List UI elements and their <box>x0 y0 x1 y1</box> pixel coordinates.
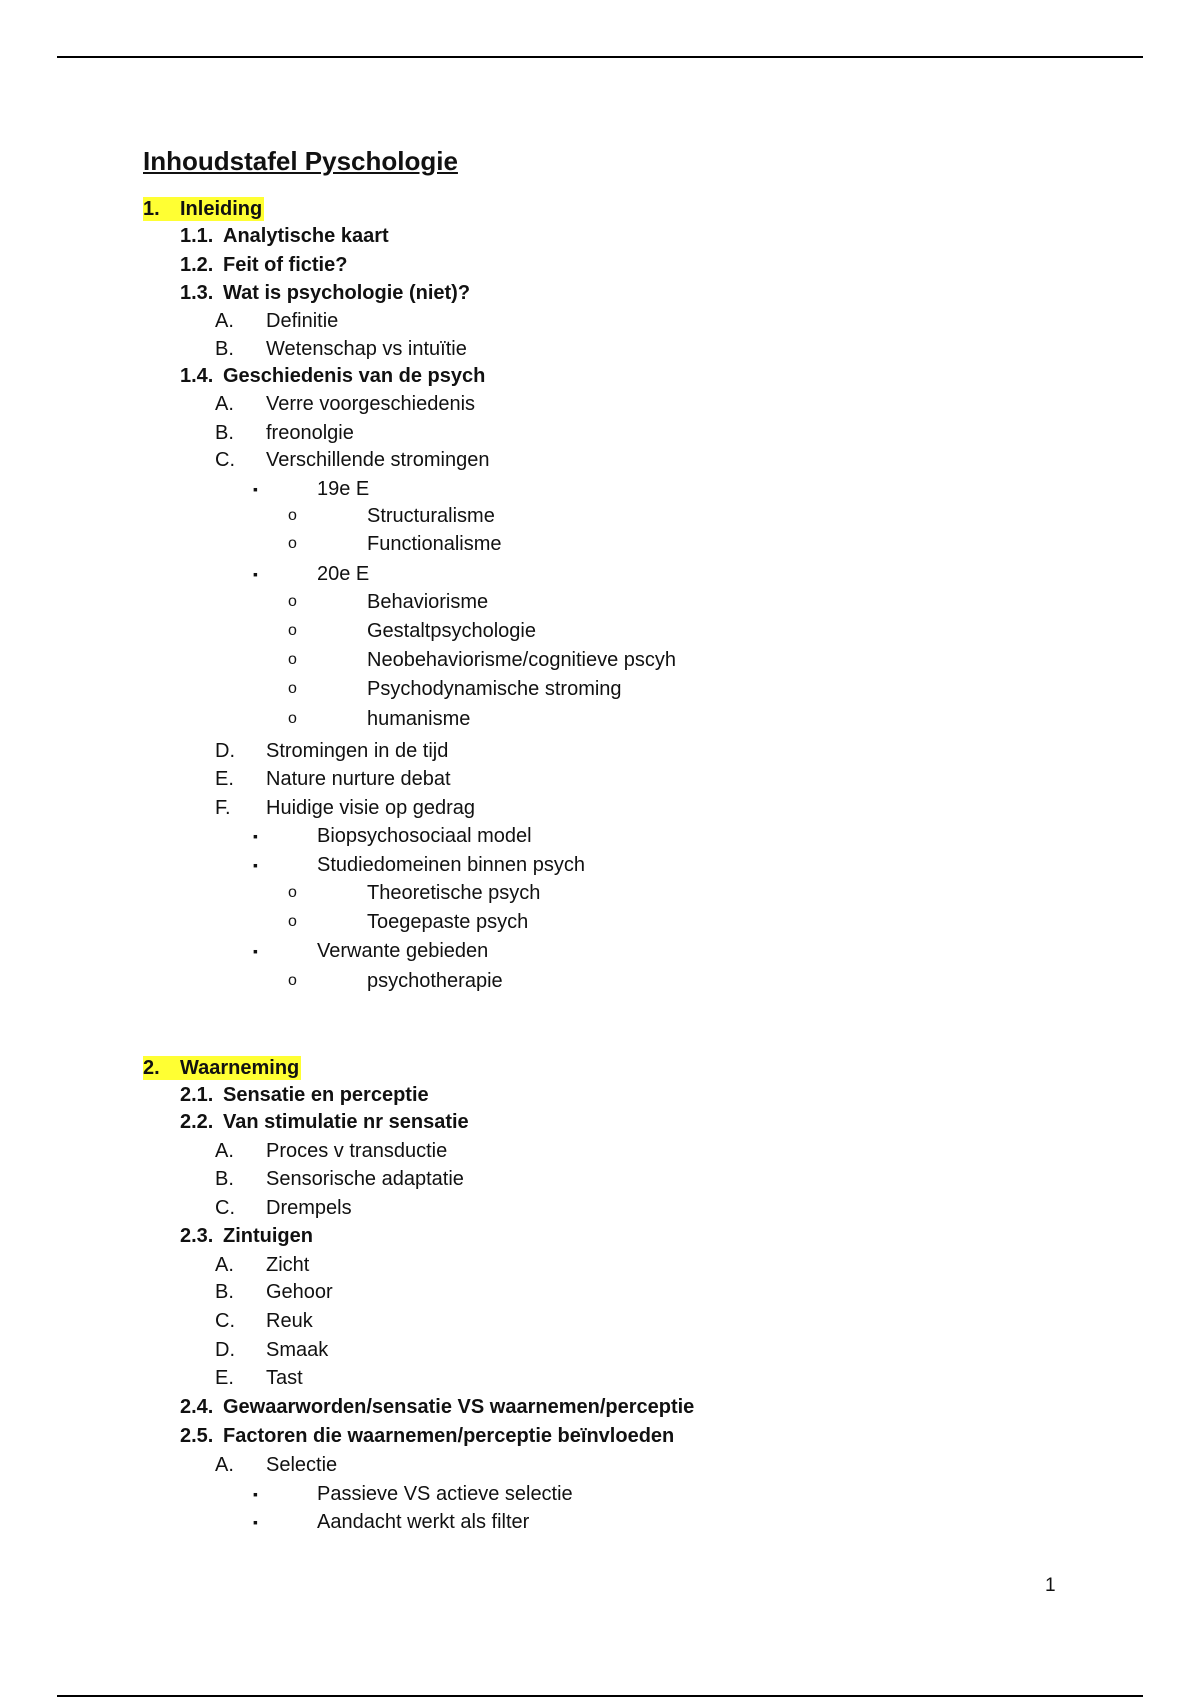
toc-marker: A. <box>215 393 234 415</box>
toc-label: Wat is psychologie (niet)? <box>223 282 471 304</box>
toc-label: Gewaarworden/sensatie VS waarnemen/perceptie <box>223 1396 695 1418</box>
toc-marker: ▪ <box>253 1486 258 1502</box>
toc-marker: 1.1. <box>180 225 214 247</box>
toc-marker: ▪ <box>253 828 258 844</box>
toc-marker: o <box>288 593 297 610</box>
document-title: Inhoudstafel Pyschologie <box>143 146 458 176</box>
toc-label: Verschillende stromingen <box>266 449 490 471</box>
toc-marker: A. <box>215 1140 234 1162</box>
toc-marker: 2.2. <box>180 1111 214 1133</box>
toc-marker: E. <box>215 1367 234 1389</box>
toc-label: Factoren die waarnemen/perceptie beïnvloeden <box>223 1425 675 1447</box>
toc-marker: 1.2. <box>180 254 214 276</box>
toc-marker: ▪ <box>253 566 258 582</box>
page-number: 1 <box>1045 1575 1056 1596</box>
toc-marker: A. <box>215 1454 234 1476</box>
toc-label: Feit of fictie? <box>223 254 348 276</box>
toc-marker: 1.4. <box>180 365 214 387</box>
toc-marker: B. <box>215 1168 234 1190</box>
toc-marker: ▪ <box>253 481 258 497</box>
toc-label: Behaviorisme <box>367 591 489 613</box>
toc-label: Geschiedenis van de psych <box>223 365 486 387</box>
toc-label: Waarneming <box>180 1057 300 1079</box>
toc-label: freonolgie <box>266 422 354 444</box>
toc-label: Verre voorgeschiedenis <box>266 393 476 415</box>
toc-marker: o <box>288 884 297 901</box>
toc-label: Structuralisme <box>367 505 495 527</box>
toc-marker: ▪ <box>253 857 258 873</box>
toc-marker: o <box>288 622 297 639</box>
toc-marker: E. <box>215 768 234 790</box>
toc-marker: B. <box>215 1281 234 1303</box>
toc-marker: 1. <box>143 197 180 221</box>
toc-label: Wetenschap vs intuïtie <box>266 338 467 360</box>
toc-marker: B. <box>215 338 234 360</box>
toc-marker: 2.4. <box>180 1396 214 1418</box>
toc-label: Reuk <box>266 1310 313 1332</box>
header-rule <box>57 56 1143 58</box>
toc-marker: 2.3. <box>180 1225 214 1247</box>
toc-label: Gehoor <box>266 1281 333 1303</box>
toc-label: Theoretische psych <box>367 882 541 904</box>
toc-label: Proces v transductie <box>266 1140 448 1162</box>
toc-label: Studiedomeinen binnen psych <box>317 854 585 876</box>
toc-marker: o <box>288 972 297 989</box>
toc-label: Smaak <box>266 1339 329 1361</box>
toc-label: Nature nurture debat <box>266 768 451 790</box>
toc-marker: F. <box>215 797 231 819</box>
toc-label: Definitie <box>266 310 339 332</box>
toc-marker: 2. <box>143 1056 180 1080</box>
toc-marker: o <box>288 535 297 552</box>
toc-label: Drempels <box>266 1197 352 1219</box>
toc-marker: C. <box>215 1310 235 1332</box>
toc-marker: B. <box>215 422 234 444</box>
toc-label: Gestaltpsychologie <box>367 620 536 642</box>
toc-label: Inleiding <box>180 198 263 220</box>
toc-marker: C. <box>215 449 235 471</box>
toc-label: Zintuigen <box>223 1225 313 1247</box>
toc-label: Passieve VS actieve selectie <box>317 1483 573 1505</box>
toc-label: Zicht <box>266 1254 310 1276</box>
toc-label: humanisme <box>367 708 471 730</box>
toc-label: Tast <box>266 1367 303 1389</box>
toc-marker: o <box>288 913 297 930</box>
toc-marker: A. <box>215 310 234 332</box>
toc-label: Selectie <box>266 1454 338 1476</box>
toc-label: Analytische kaart <box>223 225 389 247</box>
toc-label: Sensorische adaptatie <box>266 1168 464 1190</box>
toc-label: 20e E <box>317 563 370 585</box>
toc-marker: o <box>288 680 297 697</box>
footer-rule <box>57 1695 1143 1697</box>
toc-marker: o <box>288 710 297 727</box>
toc-label: Aandacht werkt als filter <box>317 1511 530 1533</box>
toc-label: 19e E <box>317 478 370 500</box>
toc-marker: ▪ <box>253 943 258 959</box>
toc-label: Psychodynamische stroming <box>367 678 622 700</box>
toc-marker: o <box>288 507 297 524</box>
toc-label: Functionalisme <box>367 533 502 555</box>
toc-label: Toegepaste psych <box>367 911 529 933</box>
toc-marker: D. <box>215 1339 235 1361</box>
toc-label: psychotherapie <box>367 970 503 992</box>
toc-marker: 2.1. <box>180 1084 214 1106</box>
toc-label: Huidige visie op gedrag <box>266 797 476 819</box>
toc-label: Stromingen in de tijd <box>266 740 449 762</box>
toc-label: Van stimulatie nr sensatie <box>223 1111 469 1133</box>
toc-marker: ▪ <box>253 1514 258 1530</box>
toc-label: Biopsychosociaal model <box>317 825 532 847</box>
toc-marker: A. <box>215 1254 234 1276</box>
toc-marker: C. <box>215 1197 235 1219</box>
toc-label: Verwante gebieden <box>317 940 489 962</box>
toc-marker: 1.3. <box>180 282 214 304</box>
toc-marker: o <box>288 651 297 668</box>
toc-label: Neobehaviorisme/cognitieve pscyh <box>367 649 677 671</box>
toc-marker: D. <box>215 740 235 762</box>
toc-marker: 2.5. <box>180 1425 214 1447</box>
toc-label: Sensatie en perceptie <box>223 1084 429 1106</box>
